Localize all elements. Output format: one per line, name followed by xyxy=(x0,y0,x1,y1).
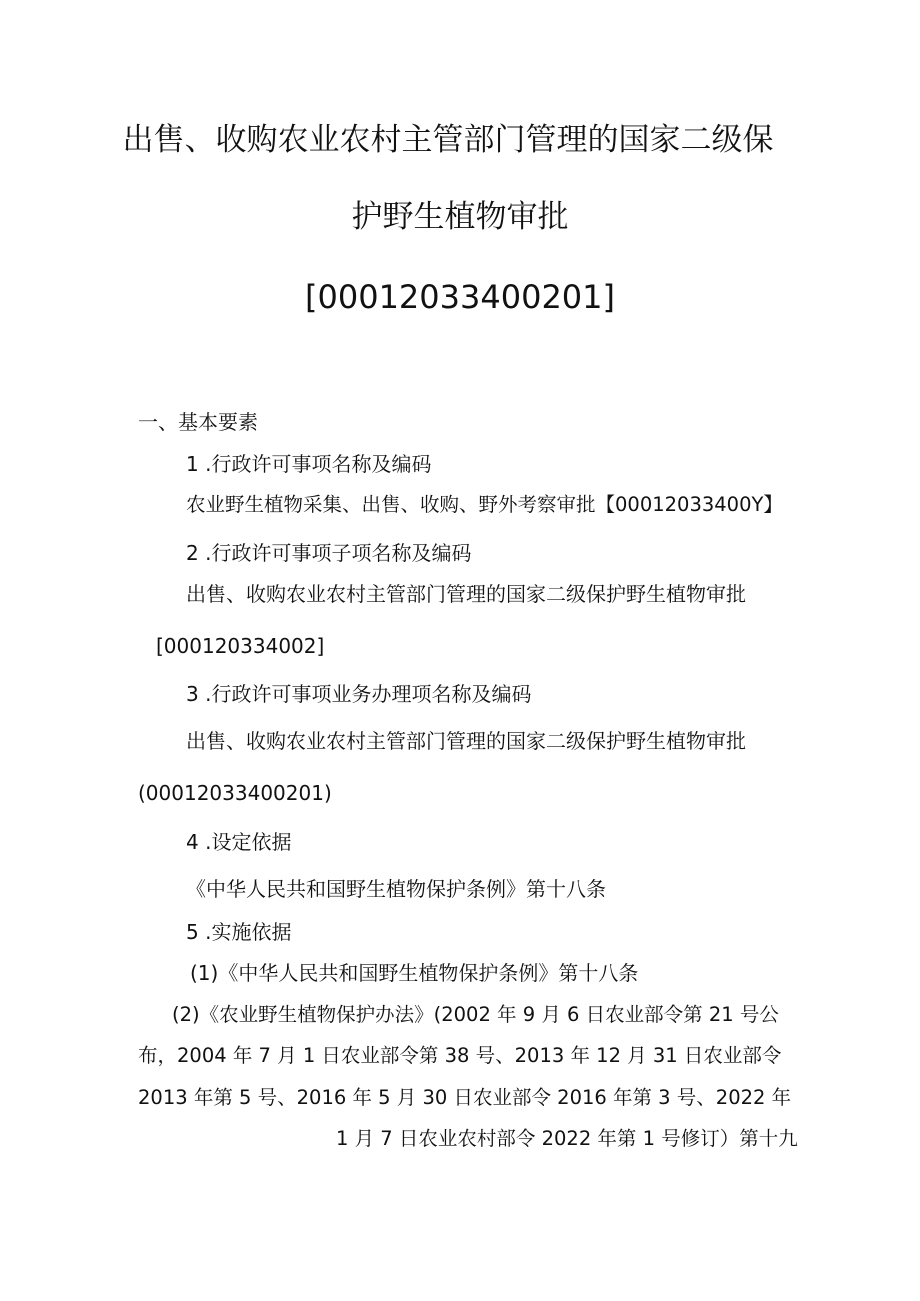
item-1-label: 1 .行政许可事项名称及编码 xyxy=(186,452,432,476)
item-5-value-1: (1)《中华人民共和国野生植物保护条例》第十八条 xyxy=(190,961,639,985)
item-3-value-line-2: (00012033400201) xyxy=(138,781,332,805)
item-3-label: 3 .行政许可事项业务办理项名称及编码 xyxy=(186,682,532,706)
item-3-value-line-1: 出售、收购农业农村主管部门管理的国家二级保护野生植物审批 xyxy=(186,729,746,753)
item-5-value-2-line-1: (2)《农业野生植物保护办法》(2002 年 9 月 6 日农业部令第 21 号公 xyxy=(172,1003,779,1026)
section-heading-basic-elements: 一、基本要素 xyxy=(138,410,258,434)
item-4-label: 4 .设定依据 xyxy=(186,830,292,854)
document-title-line-1: 出售、收购农业农村主管部门管理的国家二级保 xyxy=(122,122,774,158)
item-4-value: 《中华人民共和国野生植物保护条例》第十八条 xyxy=(186,877,606,901)
item-5-value-2-line-3: 2013 年第 5 号、2016 年 5 月 30 日农业部令 2016 年第 3 号、2022 年 xyxy=(138,1086,792,1109)
document-title-line-2: 护野生植物审批 xyxy=(351,199,569,235)
item-5-value-2-line-4: 1 月 7 日农业农村部令 2022 年第 1 号修订）第十九 xyxy=(336,1127,798,1150)
item-5-label: 5 .实施依据 xyxy=(186,920,292,944)
item-1-value: 农业野生植物采集、出售、收购、野外考察审批【00012033400Y】 xyxy=(186,493,783,516)
item-2-label: 2 .行政许可事项子项名称及编码 xyxy=(186,541,472,565)
document-title-code: [00012033400201] xyxy=(305,278,615,316)
item-2-value-line-2: [000120334002] xyxy=(156,634,325,658)
item-2-value-line-1: 出售、收购农业农村主管部门管理的国家二级保护野生植物审批 xyxy=(186,582,746,606)
item-5-value-2-line-2: 布，2004 年 7 月 1 日农业部令第 38 号、2013 年 12 月 31 日农业部令 xyxy=(138,1044,782,1067)
